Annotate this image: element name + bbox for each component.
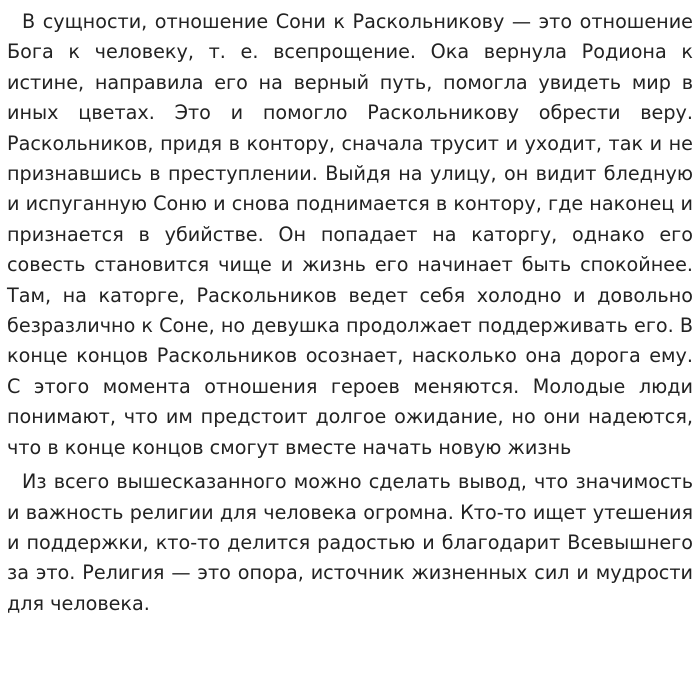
document-body bbox=[7, 7, 693, 619]
paragraph-sonya-raskolnikov: В сущности, отношение Сони к Раскольникову — это отношение Бога к человеку, т. е. всепрощение. Ока вернула Родиона к истине, направила его на верный путь, помогла увидеть мир в иных цветах. Это и помогло Раскольникову обрести веру. Раскольников, придя в контору, сначала трусит и уходит, так и не признавшись в преступлении. Выйдя на улицу, он видит бледную и испуганную Соню и снова поднимается в контору, где наконец и признается в убийстве. Он попадает на каторгу, однако его совесть становится чище и жизнь его начинает быть спокойнее. Там, на каторге, Раскольников ведет себя холодно и довольно безразлично к Соне, но девушка продолжает поддерживать его. В конце концов Раскольников осознает, насколько она дорога ему. С этого момента отношения героев меняются. Молодые люди понимают, что им предстоит долгое ожидание, но они надеются, что в конце концов смогут вместе начать новую жизнь bbox=[7, 10, 693, 459]
paragraph-conclusion: Из всего вышесказанного можно сделать вывод, что значимость и важность религии для человека огромна. Кто-то ищет утешения и поддержки, кто-то делится радостью и благодарит Всевышнего за это. Религия — это опора, источник жизненных сил и мудрости для человека. bbox=[7, 470, 693, 615]
